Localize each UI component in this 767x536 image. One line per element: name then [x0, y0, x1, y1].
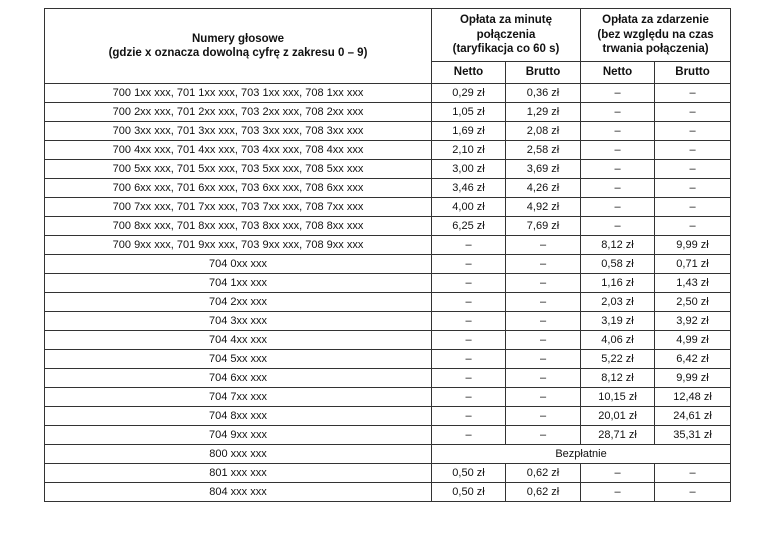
- cell-minute-brutto: –: [506, 255, 581, 274]
- cell-minute-brutto: 2,08 zł: [506, 122, 581, 141]
- cell-minute-netto: –: [432, 331, 506, 350]
- header-per-minute-line3: (taryfikacja co 60 s): [452, 43, 560, 56]
- cell-event-brutto: –: [655, 141, 731, 160]
- header-per-minute-line1: Opłata za minutę: [459, 14, 553, 27]
- cell-event-netto: 8,12 zł: [581, 369, 655, 388]
- table-row: [45, 198, 731, 217]
- cell-event-netto: 0,58 zł: [581, 255, 655, 274]
- cell-event-brutto: –: [655, 84, 731, 103]
- cell-event-brutto: 35,31 zł: [655, 426, 731, 445]
- cell-number: 704 1xx xxx: [45, 274, 432, 293]
- cell-number: 704 8xx xxx: [45, 407, 432, 426]
- header-voice-numbers: [45, 9, 432, 84]
- cell-event-netto: 28,71 zł: [581, 426, 655, 445]
- cell-minute-brutto: 3,69 zł: [506, 160, 581, 179]
- table-row: [45, 274, 731, 293]
- cell-number: 700 7xx xxx, 701 7xx xxx, 703 7xx xxx, 708 7xx xxx: [45, 198, 432, 217]
- cell-event-brutto: 9,99 zł: [655, 369, 731, 388]
- header-per-minute-line2: połączenia: [476, 28, 536, 41]
- cell-event-netto: –: [581, 217, 655, 236]
- cell-number: 704 4xx xxx: [45, 331, 432, 350]
- table-row: [45, 236, 731, 255]
- cell-event-netto: 10,15 zł: [581, 388, 655, 407]
- cell-event-netto: 5,22 zł: [581, 350, 655, 369]
- cell-event-brutto: –: [655, 179, 731, 198]
- table-row: [45, 103, 731, 122]
- cell-minute-netto: –: [432, 407, 506, 426]
- cell-number: 700 5xx xxx, 701 5xx xxx, 703 5xx xxx, 708 5xx xxx: [45, 160, 432, 179]
- cell-event-netto: –: [581, 160, 655, 179]
- header-voice-numbers-note: (gdzie x oznacza dowolną cyfrę z zakresu 0 – 9): [108, 47, 368, 59]
- cell-event-netto: 4,06 zł: [581, 331, 655, 350]
- cell-minute-brutto: 2,58 zł: [506, 141, 581, 160]
- table-row: [45, 122, 731, 141]
- cell-event-brutto: 9,99 zł: [655, 236, 731, 255]
- cell-number: 700 3xx xxx, 701 3xx xxx, 703 3xx xxx, 708 3xx xxx: [45, 122, 432, 141]
- header-minute-netto: Netto: [432, 62, 506, 84]
- table-row: [45, 84, 731, 103]
- cell-number: 704 2xx xxx: [45, 293, 432, 312]
- cell-minute-brutto: –: [506, 274, 581, 293]
- cell-minute-netto: 0,29 zł: [432, 84, 506, 103]
- table-row: [45, 388, 731, 407]
- table-row: [45, 179, 731, 198]
- cell-minute-brutto: –: [506, 369, 581, 388]
- header-minute-brutto: Brutto: [506, 62, 581, 84]
- cell-event-brutto: 4,99 zł: [655, 331, 731, 350]
- cell-minute-netto: –: [432, 369, 506, 388]
- cell-minute-brutto: 7,69 zł: [506, 217, 581, 236]
- cell-event-netto: 8,12 zł: [581, 236, 655, 255]
- cell-event-brutto: 3,92 zł: [655, 312, 731, 331]
- cell-minute-brutto: 4,26 zł: [506, 179, 581, 198]
- cell-minute-netto: 0,50 zł: [432, 483, 506, 502]
- table-row-free: [45, 445, 731, 464]
- header-per-event-line3: trwania połączenia): [602, 43, 709, 56]
- cell-minute-netto: 2,10 zł: [432, 141, 506, 160]
- table-row: [45, 255, 731, 274]
- header-per-event: [581, 9, 731, 62]
- cell-minute-brutto: –: [506, 236, 581, 255]
- cell-minute-netto: –: [432, 255, 506, 274]
- cell-event-netto: –: [581, 464, 655, 483]
- cell-event-brutto: –: [655, 217, 731, 236]
- cell-minute-netto: 3,00 zł: [432, 160, 506, 179]
- table-row: [45, 407, 731, 426]
- cell-event-netto: –: [581, 483, 655, 502]
- cell-number: 700 1xx xxx, 701 1xx xxx, 703 1xx xxx, 708 1xx xxx: [45, 84, 432, 103]
- cell-event-netto: –: [581, 84, 655, 103]
- cell-minute-brutto: 0,62 zł: [506, 464, 581, 483]
- cell-minute-brutto: 1,29 zł: [506, 103, 581, 122]
- cell-event-brutto: 24,61 zł: [655, 407, 731, 426]
- cell-number: 800 xxx xxx: [45, 445, 432, 464]
- table-row: [45, 464, 731, 483]
- header-per-event-line1: Opłata za zdarzenie: [602, 14, 709, 27]
- cell-minute-netto: 1,69 zł: [432, 122, 506, 141]
- cell-minute-netto: 3,46 zł: [432, 179, 506, 198]
- cell-number: 704 9xx xxx: [45, 426, 432, 445]
- cell-minute-netto: –: [432, 426, 506, 445]
- cell-event-netto: –: [581, 103, 655, 122]
- cell-number: 700 8xx xxx, 701 8xx xxx, 703 8xx xxx, 708 8xx xxx: [45, 217, 432, 236]
- cell-number: 700 6xx xxx, 701 6xx xxx, 703 6xx xxx, 708 6xx xxx: [45, 179, 432, 198]
- cell-event-brutto: 0,71 zł: [655, 255, 731, 274]
- cell-minute-netto: –: [432, 236, 506, 255]
- cell-minute-netto: 6,25 zł: [432, 217, 506, 236]
- cell-minute-brutto: –: [506, 350, 581, 369]
- cell-minute-netto: –: [432, 274, 506, 293]
- table-row: [45, 160, 731, 179]
- cell-number: 704 5xx xxx: [45, 350, 432, 369]
- header-per-minute: [432, 9, 581, 62]
- cell-minute-netto: –: [432, 388, 506, 407]
- cell-event-netto: –: [581, 179, 655, 198]
- cell-number: 704 0xx xxx: [45, 255, 432, 274]
- cell-event-netto: –: [581, 141, 655, 160]
- table-row: [45, 312, 731, 331]
- cell-number: 700 2xx xxx, 701 2xx xxx, 703 2xx xxx, 708 2xx xxx: [45, 103, 432, 122]
- header-event-brutto: Brutto: [655, 62, 731, 84]
- cell-free-label: Bezpłatnie: [432, 445, 731, 464]
- cell-number: 804 xxx xxx: [45, 483, 432, 502]
- cell-event-netto: 2,03 zł: [581, 293, 655, 312]
- cell-minute-brutto: –: [506, 388, 581, 407]
- pricing-table-body: [45, 84, 731, 502]
- cell-event-brutto: 1,43 zł: [655, 274, 731, 293]
- table-row: [45, 483, 731, 502]
- cell-event-netto: –: [581, 198, 655, 217]
- table-row: [45, 350, 731, 369]
- cell-event-brutto: 12,48 zł: [655, 388, 731, 407]
- cell-minute-netto: 0,50 zł: [432, 464, 506, 483]
- cell-event-netto: 1,16 zł: [581, 274, 655, 293]
- header-per-event-line2: (bez względu na czas: [597, 28, 714, 41]
- cell-event-netto: –: [581, 122, 655, 141]
- table-row: [45, 369, 731, 388]
- cell-number: 704 7xx xxx: [45, 388, 432, 407]
- cell-minute-netto: 1,05 zł: [432, 103, 506, 122]
- cell-event-brutto: –: [655, 483, 731, 502]
- table-row: [45, 331, 731, 350]
- cell-number: 704 3xx xxx: [45, 312, 432, 331]
- cell-event-brutto: –: [655, 122, 731, 141]
- cell-event-brutto: –: [655, 160, 731, 179]
- table-row: [45, 293, 731, 312]
- cell-event-netto: 3,19 zł: [581, 312, 655, 331]
- cell-minute-netto: –: [432, 293, 506, 312]
- cell-event-brutto: –: [655, 198, 731, 217]
- header-voice-numbers-title: Numery głosowe: [191, 32, 285, 45]
- cell-minute-netto: –: [432, 312, 506, 331]
- cell-number: 700 9xx xxx, 701 9xx xxx, 703 9xx xxx, 708 9xx xxx: [45, 236, 432, 255]
- cell-minute-brutto: 4,92 zł: [506, 198, 581, 217]
- cell-number: 801 xxx xxx: [45, 464, 432, 483]
- cell-event-brutto: 6,42 zł: [655, 350, 731, 369]
- pricing-table: [44, 8, 731, 502]
- cell-number: 704 6xx xxx: [45, 369, 432, 388]
- cell-minute-brutto: –: [506, 293, 581, 312]
- table-row: [45, 426, 731, 445]
- cell-event-brutto: 2,50 zł: [655, 293, 731, 312]
- cell-minute-brutto: –: [506, 407, 581, 426]
- cell-event-brutto: –: [655, 103, 731, 122]
- header-event-netto: Netto: [581, 62, 655, 84]
- cell-minute-brutto: –: [506, 426, 581, 445]
- cell-minute-brutto: –: [506, 331, 581, 350]
- cell-minute-netto: –: [432, 350, 506, 369]
- table-row: [45, 217, 731, 236]
- cell-number: 700 4xx xxx, 701 4xx xxx, 703 4xx xxx, 708 4xx xxx: [45, 141, 432, 160]
- cell-event-netto: 20,01 zł: [581, 407, 655, 426]
- table-row: [45, 141, 731, 160]
- cell-minute-brutto: 0,62 zł: [506, 483, 581, 502]
- cell-event-brutto: –: [655, 464, 731, 483]
- cell-minute-brutto: –: [506, 312, 581, 331]
- cell-minute-netto: 4,00 zł: [432, 198, 506, 217]
- cell-minute-brutto: 0,36 zł: [506, 84, 581, 103]
